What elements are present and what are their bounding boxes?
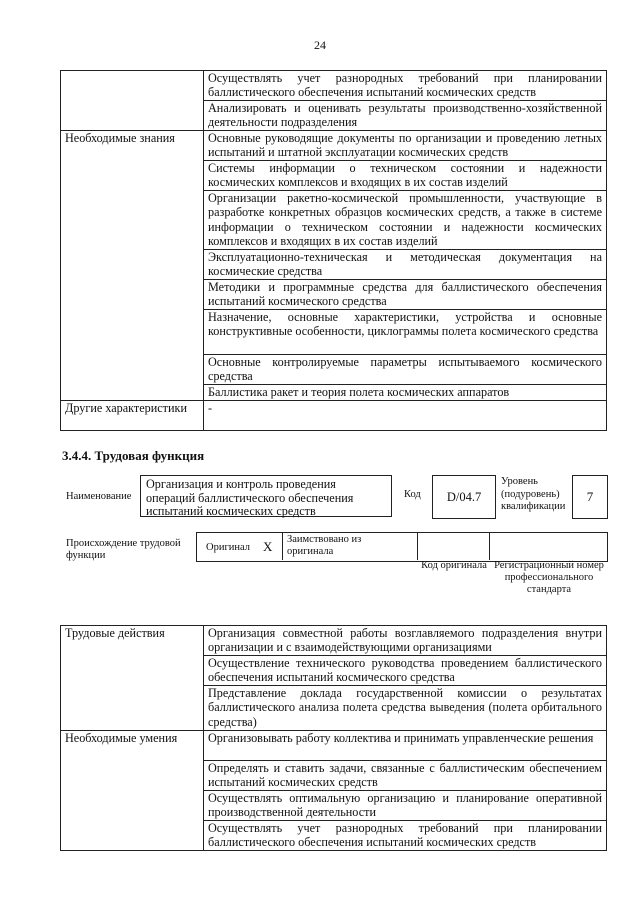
row-text: Эксплуатационно-техническая и методическая документация на космические средства — [204, 250, 607, 280]
code-label: Код — [404, 489, 421, 500]
name-label: Наименование — [66, 491, 132, 502]
row-label — [61, 71, 204, 131]
table-row — [61, 731, 607, 761]
original-mark: X — [263, 539, 273, 554]
origin-divider — [489, 532, 490, 560]
table-row — [61, 401, 607, 431]
row-text: Осуществлять оптимальную организацию и планирование оперативной производственной деятельности — [204, 791, 607, 821]
row-text: Организовывать работу коллектива и принимать управленческие решения — [204, 731, 607, 761]
row-label-skills: Необходимые умения — [61, 731, 204, 851]
row-text: Анализировать и оценивать результаты производственно-хозяйственной деятельности подразделения — [204, 101, 607, 131]
reg-number-caption: Регистрационный номер профессионального стандарта — [494, 560, 604, 595]
row-text: Организации ракетно-космической промышленности, участвующие в разработке конкретных образцов космических средств, а также в системе информации о техническом состоянии и надежности космических комплексов и входящих в их состав изделий — [204, 191, 607, 250]
row-text: Определять и ставить задачи, связанные с баллистическим обеспечением испытаний космических средств — [204, 761, 607, 791]
row-label-knowledge: Необходимые знания — [61, 131, 204, 401]
origin-divider — [282, 532, 283, 560]
row-text: Осуществление технического руководства проведением баллистического обеспечения испытаний космического средства — [204, 656, 607, 686]
table-row — [61, 131, 607, 161]
origin-divider — [417, 532, 418, 560]
row-text: Осуществлять учет разнородных требований при планировании баллистического обеспечения испытаний космических средств — [204, 821, 607, 851]
row-text: Системы информации о техническом состоянии и надежности космических комплексов и входящих в их состав изделий — [204, 161, 607, 191]
page-number: 24 — [314, 38, 326, 52]
row-text: Основные руководящие документы по организации и проведению летных испытаний и штатной эксплуатации космических средств — [204, 131, 607, 161]
row-text: Основные контролируемые параметры испытываемого космического средства — [204, 355, 607, 385]
code-original-caption: Код оригинала — [421, 560, 487, 571]
origin-label: Происхождение трудовой функции — [66, 538, 181, 561]
function-code: D/04.7 — [432, 475, 496, 519]
row-text: Назначение, основные характеристики, устройства и основные конструктивные особенности, циклограммы полета космического средства — [204, 310, 607, 355]
table-row — [61, 71, 607, 101]
table-row — [61, 626, 607, 656]
row-text: Осуществлять учет разнородных требований при планировании баллистического обеспечения испытаний космических средств — [204, 71, 607, 101]
section-title: 3.4.4. Трудовая функция — [62, 448, 205, 463]
original-label: Оригинал — [206, 542, 250, 553]
row-text: Баллистика ракет и теория полета космических аппаратов — [204, 385, 607, 401]
level-label: Уровень (подуровень) квалификации — [501, 476, 566, 512]
knowledge-table — [60, 70, 607, 431]
row-text: Представление доклада государственной комиссии о результатах баллистического анализа полета средства выведения (полета орбитального средства) — [204, 686, 607, 731]
row-label-actions: Трудовые действия — [61, 626, 204, 731]
function-name: Организация и контроль проведения операций баллистического обеспечения испытаний космических средств — [140, 475, 392, 517]
level-value: 7 — [572, 475, 608, 519]
row-text: Методики и программные средства для баллистического обеспечения испытаний космического средства — [204, 280, 607, 310]
actions-table — [60, 625, 607, 851]
borrowed-label: Заимствовано из оригинала — [287, 534, 362, 557]
row-text: Организация совместной работы возглавляемого подразделения внутри организации и с взаимодействующими организациями — [204, 626, 607, 656]
row-text: - — [204, 401, 607, 431]
origin-box — [196, 532, 608, 562]
row-label-other: Другие характеристики — [61, 401, 204, 431]
